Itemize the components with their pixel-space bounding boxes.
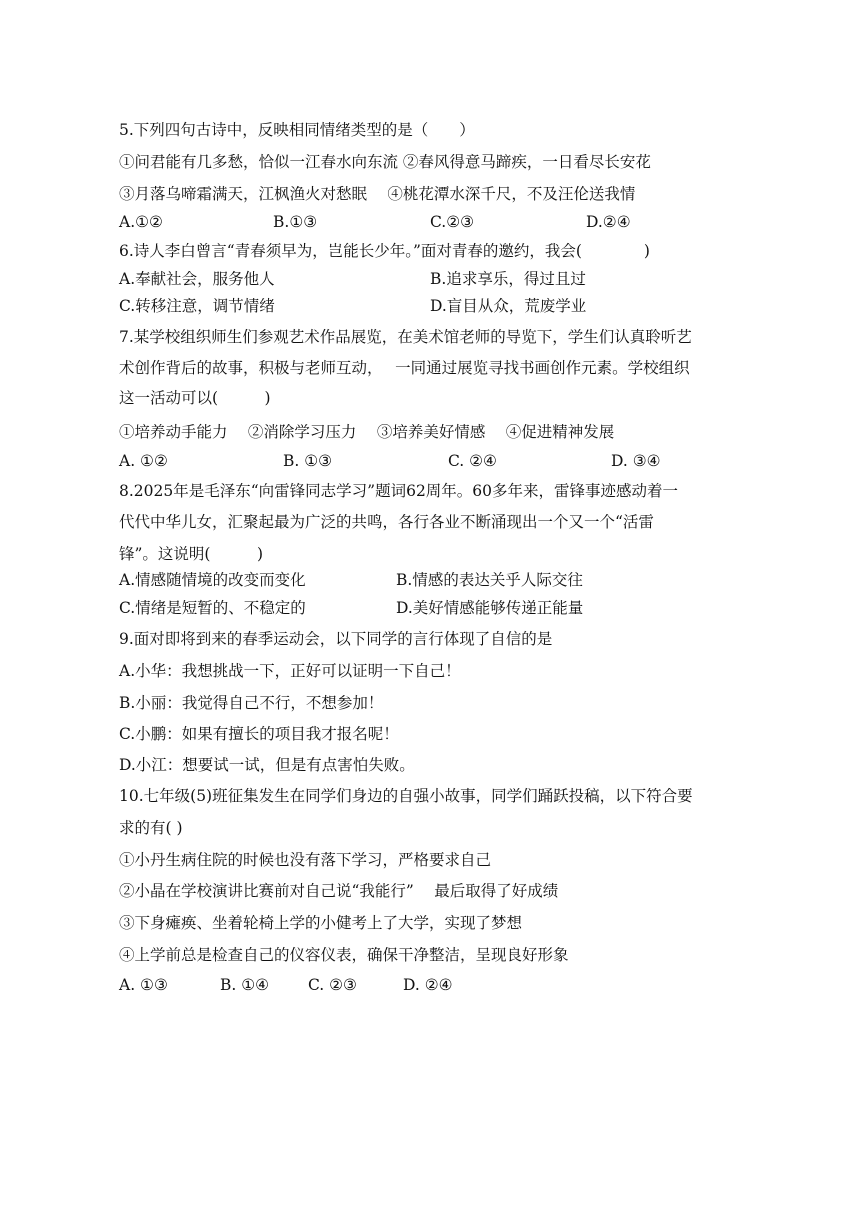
q8-stem-line-3: 锋”。这说明( ) [119,545,264,563]
q10-option-a: A. ①③ [119,976,168,994]
q10-item-2: ②小晶在学校演讲比赛前对自己说“我能行” 最后取得了好成绩 [119,882,559,900]
q5-option-a: A.①② [119,213,163,231]
q10-item-3: ③下身瘫痪、坐着轮椅上学的小健考上了大学，实现了梦想 [119,914,523,932]
q7-option-d: D. ③④ [611,452,661,470]
q5-line-1: ①问君能有几多愁，恰似一江春水向东流 ②春风得意马蹄疾，一日看尽长安花 [119,153,651,171]
q6-option-b: B.追求享乐，得过且过 [430,270,586,288]
q8-option-d: D.美好情感能够传递正能量 [396,599,584,617]
q10-stem-line-1: 10.七年级(5)班征集发生在同学们身边的自强小故事，同学们踊跃投稿，以下符合要 [119,787,693,805]
q9-option-a: A.小华：我想挑战一下，正好可以证明一下自己！ [119,662,461,680]
q10-option-c: C. ②③ [308,976,357,994]
q9-option-d: D.小江：想要试一试，但是有点害怕失败。 [119,756,415,774]
q5-option-b: B.①③ [273,213,318,231]
q7-option-a: A. ①② [119,452,168,470]
q9-option-c: C.小鹏：如果有擅长的项目我才报名呢！ [119,725,399,743]
q10-stem-line-2: 求的有( ) [119,819,183,837]
q7-stem-line-3: 这一活动可以( ) [119,389,271,407]
q7-stem-line-2: 术创作背后的故事，积极与老师互动， 一同通过展览寻找书画创作元素。学校组织 [119,359,690,377]
q10-item-4: ④上学前总是检查自己的仪容仪表，确保干净整洁，呈现良好形象 [119,946,569,964]
q10-item-1: ①小丹生病住院的时候也没有落下学习，严格要求自己 [119,851,492,869]
q10-option-d: D. ②④ [403,976,453,994]
q7-stem-line-1: 7.某学校组织师生们参观艺术作品展览，在美术馆老师的导览下，学生们认真聆听艺 [119,328,692,346]
q5-option-d: D.②④ [586,213,631,231]
q6-stem: 6.诗人李白曾言“青春须早为，岂能长少年。”面对青春的邀约，我会( ) [119,242,650,260]
q8-option-b: B.情感的表达关乎人际交往 [396,571,583,589]
q5-option-c: C.②③ [430,213,475,231]
q5-line-2: ③月落乌啼霜满天，江枫渔火对愁眠 ④桃花潭水深千尺，不及汪伦送我情 [119,185,636,203]
q5-stem: 5.下列四句古诗中，反映相同情绪类型的是（ ） [119,121,475,139]
q6-option-a: A.奉献社会，服务他人 [119,270,275,288]
q9-stem: 9.面对即将到来的春季运动会，以下同学的言行体现了自信的是 [119,630,553,648]
q9-option-b: B.小丽：我觉得自己不行，不想参加！ [119,694,384,712]
q7-option-b: B. ①③ [283,452,333,470]
q7-items: ①培养动手能力 ②消除学习压力 ③培养美好情感 ④促进精神发展 [119,423,615,441]
q8-stem-line-1: 8.2025年是毛泽东“向雷锋同志学习”题词62周年。60多年来，雷锋事迹感动着一 [119,482,679,500]
q6-option-c: C.转移注意，调节情绪 [119,297,275,315]
q7-option-c: C. ②④ [448,452,497,470]
q10-option-b: B. ①④ [220,976,270,994]
q8-stem-line-2: 代代中华儿女，汇聚起最为广泛的共鸣，各行各业不断涌现出一个又一个“活雷 [119,513,654,531]
q8-option-a: A.情感随情境的改变而变化 [119,571,306,589]
q8-option-c: C.情绪是短暂的、不稳定的 [119,599,306,617]
q6-option-d: D.盲目从众，荒废学业 [430,297,587,315]
